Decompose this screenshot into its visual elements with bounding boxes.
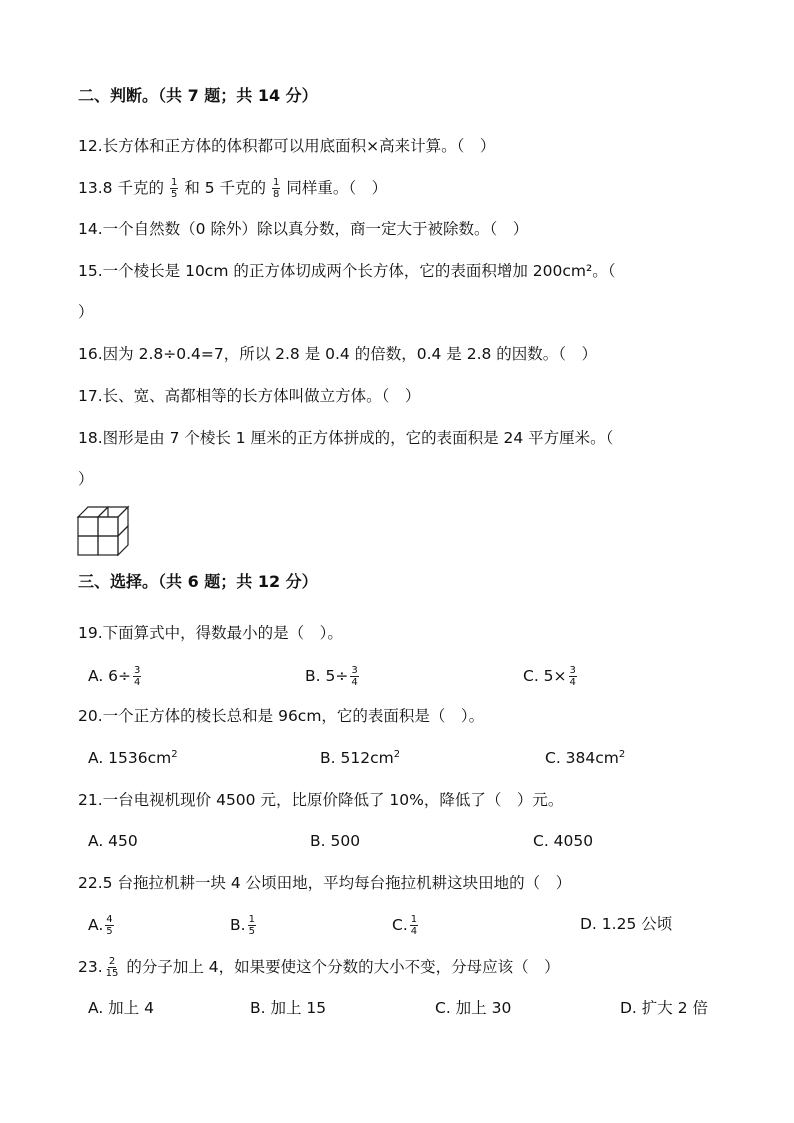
q19-option-b[interactable]: B. 5÷ $\frac{3}{4}$ — [305, 665, 358, 688]
q22-option-c[interactable]: C. $\frac{1}{4}$ — [392, 914, 418, 937]
fraction-four-fifths: $\frac{4}{5}$ — [106, 914, 113, 937]
fraction-one-fifth: $\frac{1}{5}$ — [248, 914, 255, 937]
question-18-line-1: 18.图形是由 7 个棱长 1 厘米的正方体拼成的，它的表面积是 24 平方厘米。（ — [78, 429, 614, 447]
question-14: 14.一个自然数（0 除外）除以真分数，商一定大于被除数。（ ） — [78, 220, 529, 238]
question-15-line-1: 15.一个棱长是 10cm 的正方体切成两个长方体，它的表面积增加 200cm²。（ — [78, 262, 616, 280]
fraction-three-quarters: $\frac{3}{4}$ — [351, 665, 358, 688]
question-16: 16.因为 2.8÷0.4=7，所以 2.8 是 0.4 的倍数，0.4 是 2.8 的因数。（ ） — [78, 345, 598, 363]
fraction-three-quarters: $\frac{3}{4}$ — [134, 665, 141, 688]
q23-option-b[interactable]: B. 加上 15 — [250, 999, 327, 1017]
question-21: 21.一台电视机现价 4500 元，比原价降低了 10%，降低了（ ）元。 — [78, 791, 564, 809]
section-2-heading: 二、判断。（共 7 题；共 14 分） — [78, 86, 318, 105]
q22-option-b[interactable]: B. $\frac{1}{5}$ — [230, 914, 255, 937]
q21-option-c[interactable]: C. 4050 — [533, 832, 594, 850]
section-3-heading: 三、选择。（共 6 题；共 12 分） — [78, 572, 318, 591]
q21-option-a[interactable]: A. 450 — [88, 832, 138, 850]
question-17: 17.长、宽、高都相等的长方体叫做立方体。（ ） — [78, 387, 421, 405]
question-12: 12.长方体和正方体的体积都可以用底面积×高来计算。（ ） — [78, 137, 496, 155]
question-15-line-2: ） — [78, 303, 94, 321]
q13-text-1: 13.8 千克的 — [78, 179, 164, 197]
fraction-one-quarter: $\frac{1}{4}$ — [410, 914, 418, 937]
q23-option-a[interactable]: A. 加上 4 — [88, 999, 154, 1017]
q20-option-c[interactable]: C. $384cm^2$ — [545, 748, 626, 767]
fraction-one-fifth: $\frac{1}{5}$ — [170, 177, 178, 200]
question-20: 20.一个正方体的棱长总和是 96cm，它的表面积是（ ）。 — [78, 707, 485, 725]
q21-option-b[interactable]: B. 500 — [310, 832, 361, 850]
question-22: 22.5 台拖拉机耕一块 4 公顷田地，平均每台拖拉机耕这块田地的（ ） — [78, 874, 572, 892]
q19-option-a[interactable]: A. 6÷ $\frac{3}{4}$ — [88, 665, 141, 688]
q22-option-a[interactable]: A. $\frac{4}{5}$ — [88, 914, 113, 937]
q23-option-c[interactable]: C. 加上 30 — [435, 999, 512, 1017]
cube-figure — [76, 503, 136, 559]
question-13 — [78, 177, 387, 200]
q23-option-d[interactable]: D. 扩大 2 倍 — [620, 999, 709, 1017]
q13-text-2: 和 5 千克的 — [184, 179, 267, 197]
q20-option-a[interactable]: A. $1536cm^2$ — [88, 748, 178, 767]
q20-option-b[interactable]: B. $512cm^2$ — [320, 748, 401, 767]
question-23: 23. $\frac{2}{15}$ 的分子加上 4，如果要使这个分数的大小不变，分母应该（ ） — [78, 956, 560, 979]
fraction-two-fifteenths: $\frac{2}{15}$ — [105, 956, 119, 979]
question-19: 19.下面算式中，得数最小的是（ ）。 — [78, 624, 343, 642]
q13-text-3: 同样重。（ ） — [286, 179, 388, 197]
fraction-three-quarters: $\frac{3}{4}$ — [569, 665, 576, 688]
fraction-one-eighth: $\frac{1}{8}$ — [273, 177, 280, 200]
question-18-line-2: ） — [78, 470, 94, 488]
q19-option-c[interactable]: C. 5× $\frac{3}{4}$ — [523, 665, 576, 688]
q22-option-d[interactable]: D. 1.25 公顷 — [580, 915, 673, 933]
